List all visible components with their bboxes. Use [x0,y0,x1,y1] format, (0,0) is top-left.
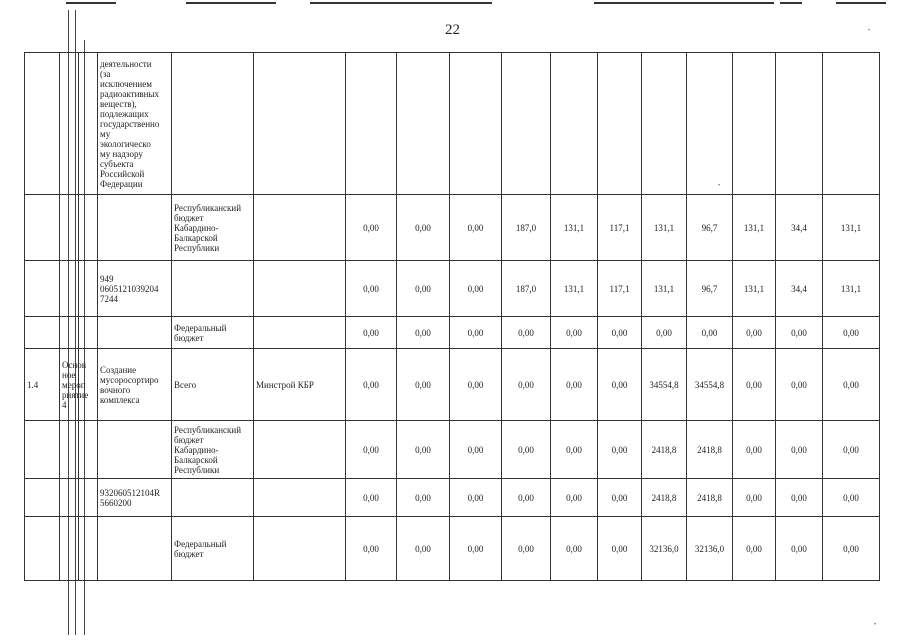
status-cell [60,317,79,349]
funding-source-cell [172,261,254,317]
value-cell [450,53,502,195]
executor-cell [254,53,346,195]
value-cell: 131,1 [823,261,880,317]
cell-line: бюджет [174,332,204,343]
value-cell: 2418,8 [642,479,687,517]
value-cell: 0,00 [551,317,598,349]
value-cell: 0,00 [450,317,502,349]
cell-line: Федеральный [174,322,227,333]
value-cell: 34,4 [776,195,823,261]
value-cell: 0,00 [733,421,776,479]
value-cell: 117,1 [598,195,642,261]
cell-line: бюджет [174,548,204,559]
value-cell: 0,00 [551,517,598,581]
value-cell: 0,00 [502,421,551,479]
cell-line: деятельности [100,58,152,69]
status-cell [60,195,79,261]
row-number-cell: 1.4 [25,349,60,421]
top-rule [66,2,116,4]
value-cell: 0,00 [733,479,776,517]
top-rule [310,2,492,4]
value-cell: 0,00 [598,479,642,517]
executor-cell: Минстрой КБР [254,349,346,421]
executor-cell [254,317,346,349]
funding-source-cell [172,479,254,517]
value-cell: 0,00 [823,421,880,479]
cell-line: му [100,128,111,139]
value-cell: 0,00 [502,479,551,517]
value-cell: 0,00 [502,349,551,421]
value-cell: 0,00 [502,317,551,349]
cell-line: Балкарской [174,232,218,243]
value-cell: 0,00 [733,517,776,581]
scan-speck: • [874,622,877,628]
executor-cell [254,421,346,479]
value-cell: 0,00 [598,317,642,349]
scan-speck: • [718,183,721,189]
value-cell: 0,00 [450,479,502,517]
value-cell: 0,00 [450,261,502,317]
cell-line: Кабардино- [174,444,219,455]
top-rule [836,2,886,4]
cell-line: му надзору [100,148,143,159]
cell-line: Создание [100,364,137,375]
budget-table-body [25,53,880,581]
table-row [25,261,880,317]
cell-line: 0605121039204 [100,283,159,294]
value-cell: 0,00 [397,349,450,421]
funding-source-cell [172,421,254,479]
status-cell [60,261,79,317]
value-cell: 131,1 [823,195,880,261]
row-number-cell [25,479,60,517]
value-cell: 0,00 [598,517,642,581]
blank-cell [79,421,98,479]
value-cell [687,53,733,195]
value-cell [733,53,776,195]
cell-line: 932060512104R [100,487,161,498]
value-cell: 131,1 [642,261,687,317]
value-cell: 0,00 [598,421,642,479]
value-cell: 0,00 [397,317,450,349]
value-cell [776,53,823,195]
value-cell: 34,4 [776,261,823,317]
cell-line: радиоактивных [100,88,160,99]
value-cell: 0,00 [397,195,450,261]
cell-line: комплекса [100,394,140,405]
funding-source-cell [172,517,254,581]
value-cell: 0,00 [733,317,776,349]
value-cell: 0,00 [450,421,502,479]
cell-line: бюджет [174,212,204,223]
cell-line: мусоросортиро [100,374,159,385]
top-rule [594,2,774,4]
row-number-cell [25,53,60,195]
value-cell: 131,1 [551,261,598,317]
executor-cell [254,261,346,317]
value-cell [642,53,687,195]
table-row [25,479,880,517]
value-cell: 0,00 [502,517,551,581]
value-cell: 34554,8 [642,349,687,421]
cell-line: 4 [62,399,67,410]
budget-table [24,52,880,581]
value-cell: 131,1 [642,195,687,261]
row-number-cell [25,517,60,581]
blank-cell [79,317,98,349]
value-cell: 0,00 [776,517,823,581]
value-cell: 0,00 [642,317,687,349]
row-number-cell [25,317,60,349]
cell-line: риятие [62,389,89,400]
measure-name-cell [98,53,172,195]
value-cell: 131,1 [551,195,598,261]
row-number-cell [25,421,60,479]
measure-name-cell [98,349,172,421]
value-cell: 0,00 [551,421,598,479]
value-cell: 0,00 [776,479,823,517]
value-cell: 0,00 [776,349,823,421]
value-cell: 32136,0 [687,517,733,581]
cell-line: (за [100,68,111,79]
cell-line: Федеральный [174,538,227,549]
top-rule [186,2,276,4]
value-cell: 0,00 [346,195,397,261]
cell-line: подлежащих [100,108,149,119]
table-row [25,349,880,421]
funding-source-cell [172,349,254,421]
value-cell: 131,1 [733,261,776,317]
funding-source-cell [172,53,254,195]
value-cell: 0,00 [598,349,642,421]
value-cell: 0,00 [397,479,450,517]
value-cell [598,53,642,195]
value-cell: 131,1 [733,195,776,261]
cell-line: 7244 [100,293,118,304]
cell-line: Кабардино- [174,222,219,233]
value-cell [823,53,880,195]
cell-line: веществ), [100,98,137,109]
cell-line: субъекта [100,158,134,169]
row-number-cell [25,195,60,261]
funding-source-cell [172,195,254,261]
cell-line: ное [62,369,76,380]
value-cell: 0,00 [733,349,776,421]
measure-name-cell [98,317,172,349]
value-cell: 0,00 [450,517,502,581]
cell-line: мероп [62,379,86,390]
value-cell: 117,1 [598,261,642,317]
cell-line: Республики [174,464,220,475]
table-row [25,53,880,195]
blank-cell [79,53,98,195]
value-cell [397,53,450,195]
status-cell [60,53,79,195]
status-cell [60,349,89,421]
cell-line: 5660200 [100,497,132,508]
cell-line: Балкарской [174,454,218,465]
value-cell: 34554,8 [687,349,733,421]
value-cell: 32136,0 [642,517,687,581]
cell-line: Федерации [100,178,143,189]
value-cell: 0,00 [776,421,823,479]
value-cell [551,53,598,195]
value-cell: 0,00 [397,421,450,479]
value-cell: 2418,8 [687,479,733,517]
cell-line: Российской [100,168,145,179]
measure-name-cell [98,261,172,317]
value-cell [346,53,397,195]
status-cell [60,517,79,581]
cell-line: исключением [100,78,152,89]
funding-source-cell [172,317,254,349]
top-rule [780,2,802,4]
value-cell: 2418,8 [687,421,733,479]
cell-line: Республиканский [174,202,242,213]
page-number: 22 [445,22,460,38]
cell-line: государственно [100,118,160,129]
table-row [25,421,880,479]
value-cell: 0,00 [776,317,823,349]
executor-cell [254,479,346,517]
value-cell: 0,00 [687,317,733,349]
cell-line: Всего [174,379,197,390]
cell-line: Республиканский [174,424,242,435]
scan-speck: • [868,28,871,34]
cell-line: Основ [62,359,87,370]
blank-cell [79,517,98,581]
value-cell: 0,00 [346,517,397,581]
value-cell: 0,00 [450,195,502,261]
table-row [25,195,880,261]
value-cell: 0,00 [823,517,880,581]
blank-cell [79,479,98,517]
table-row [25,317,880,349]
value-cell: 0,00 [823,479,880,517]
status-cell [60,479,79,517]
cell-line: 949 [100,273,114,284]
value-cell: 0,00 [346,479,397,517]
executor-cell [254,195,346,261]
value-cell: 0,00 [551,349,598,421]
value-cell: 0,00 [346,261,397,317]
row-number-cell [25,261,60,317]
blank-cell [79,195,98,261]
blank-cell [79,261,98,317]
value-cell: 0,00 [346,421,397,479]
executor-cell [254,517,346,581]
table-row [25,517,880,581]
value-cell: 0,00 [397,261,450,317]
value-cell: 96,7 [687,195,733,261]
value-cell: 0,00 [346,349,397,421]
value-cell [502,53,551,195]
value-cell: 0,00 [397,517,450,581]
value-cell: 0,00 [823,317,880,349]
value-cell: 187,0 [502,195,551,261]
measure-name-cell [98,421,172,479]
value-cell: 0,00 [346,317,397,349]
cell-line: вочного [100,384,131,395]
measure-name-cell [98,195,172,261]
value-cell: 96,7 [687,261,733,317]
value-cell: 2418,8 [642,421,687,479]
cell-line: экологическо [100,138,151,149]
value-cell: 0,00 [450,349,502,421]
value-cell: 0,00 [823,349,880,421]
cell-line: бюджет [174,434,204,445]
measure-name-cell [98,479,172,517]
value-cell: 187,0 [502,261,551,317]
status-cell [60,421,79,479]
cell-line: Республики [174,242,220,253]
measure-name-cell [98,517,172,581]
value-cell: 0,00 [551,479,598,517]
